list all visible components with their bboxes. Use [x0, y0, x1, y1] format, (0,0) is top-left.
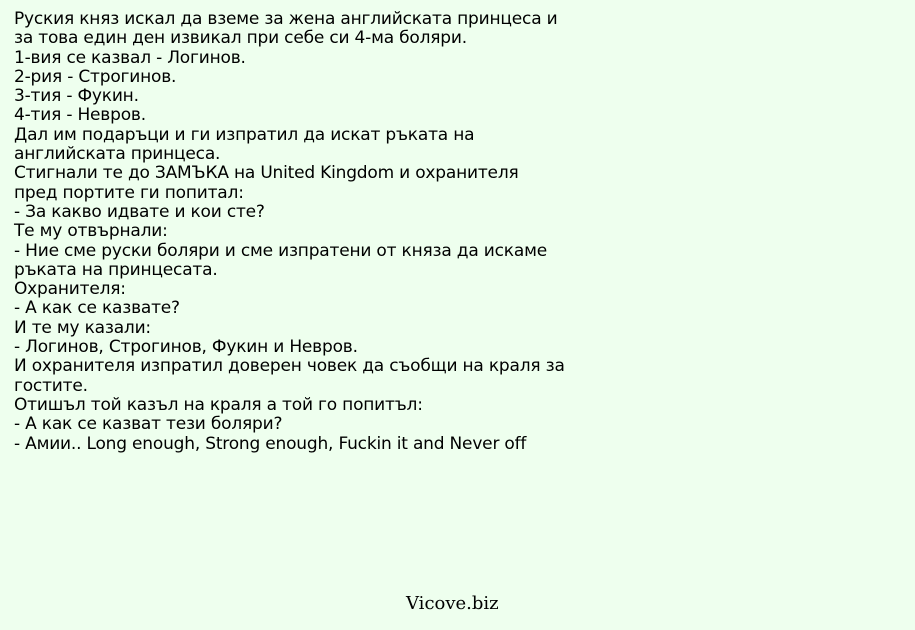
text-line: Те му отвърнали:	[14, 221, 168, 242]
joke-text	[14, 10, 904, 454]
text-line: - За какво идвате и кои сте?	[14, 201, 265, 222]
text-line: Отишъл той казъл на краля а той го попитъл:	[14, 394, 423, 415]
text-line: Руския княз искал да вземе за жена английската принцеса и	[14, 9, 558, 29]
text-line: пред портите ги попитал:	[14, 182, 244, 203]
text-line: английската принцеса.	[14, 144, 221, 165]
text-line: Дал им подаръци и ги изпратил да искат ръката на	[14, 124, 475, 145]
text-line: Стигнали те до ЗАМЪКА на United Kingdom и охранителя	[14, 163, 519, 184]
text-line: ръката на принцесата.	[14, 259, 218, 280]
text-line: - Логинов, Строгинов, Фукин и Невров.	[14, 337, 358, 358]
text-line: 4-тия - Невров.	[14, 105, 146, 126]
text-line: Охранителя:	[14, 279, 126, 300]
text-line: за това един ден извикал при себе си 4-ма боляри.	[14, 28, 467, 49]
text-line: - Амии.. Long enough, Strong enough, Fuckin it and Never off	[14, 433, 527, 454]
site-watermark: Vicove.biz	[406, 593, 499, 614]
text-line: 3-тия - Фукин.	[14, 86, 139, 107]
text-line: И те му казали:	[14, 317, 151, 338]
text-line: - А как се казвате?	[14, 298, 180, 319]
text-line: гостите.	[14, 375, 88, 396]
text-line: - А как се казват тези боляри?	[14, 414, 283, 435]
text-line: - Ние сме руски боляри и сме изпратени от княза да искаме	[14, 240, 547, 261]
text-line: И охранителя изпратил доверен човек да съобщи на краля за	[14, 356, 565, 377]
text-line: 1-вия се казвал - Логинов.	[14, 47, 246, 68]
text-line: 2-рия - Строгинов.	[14, 66, 177, 87]
